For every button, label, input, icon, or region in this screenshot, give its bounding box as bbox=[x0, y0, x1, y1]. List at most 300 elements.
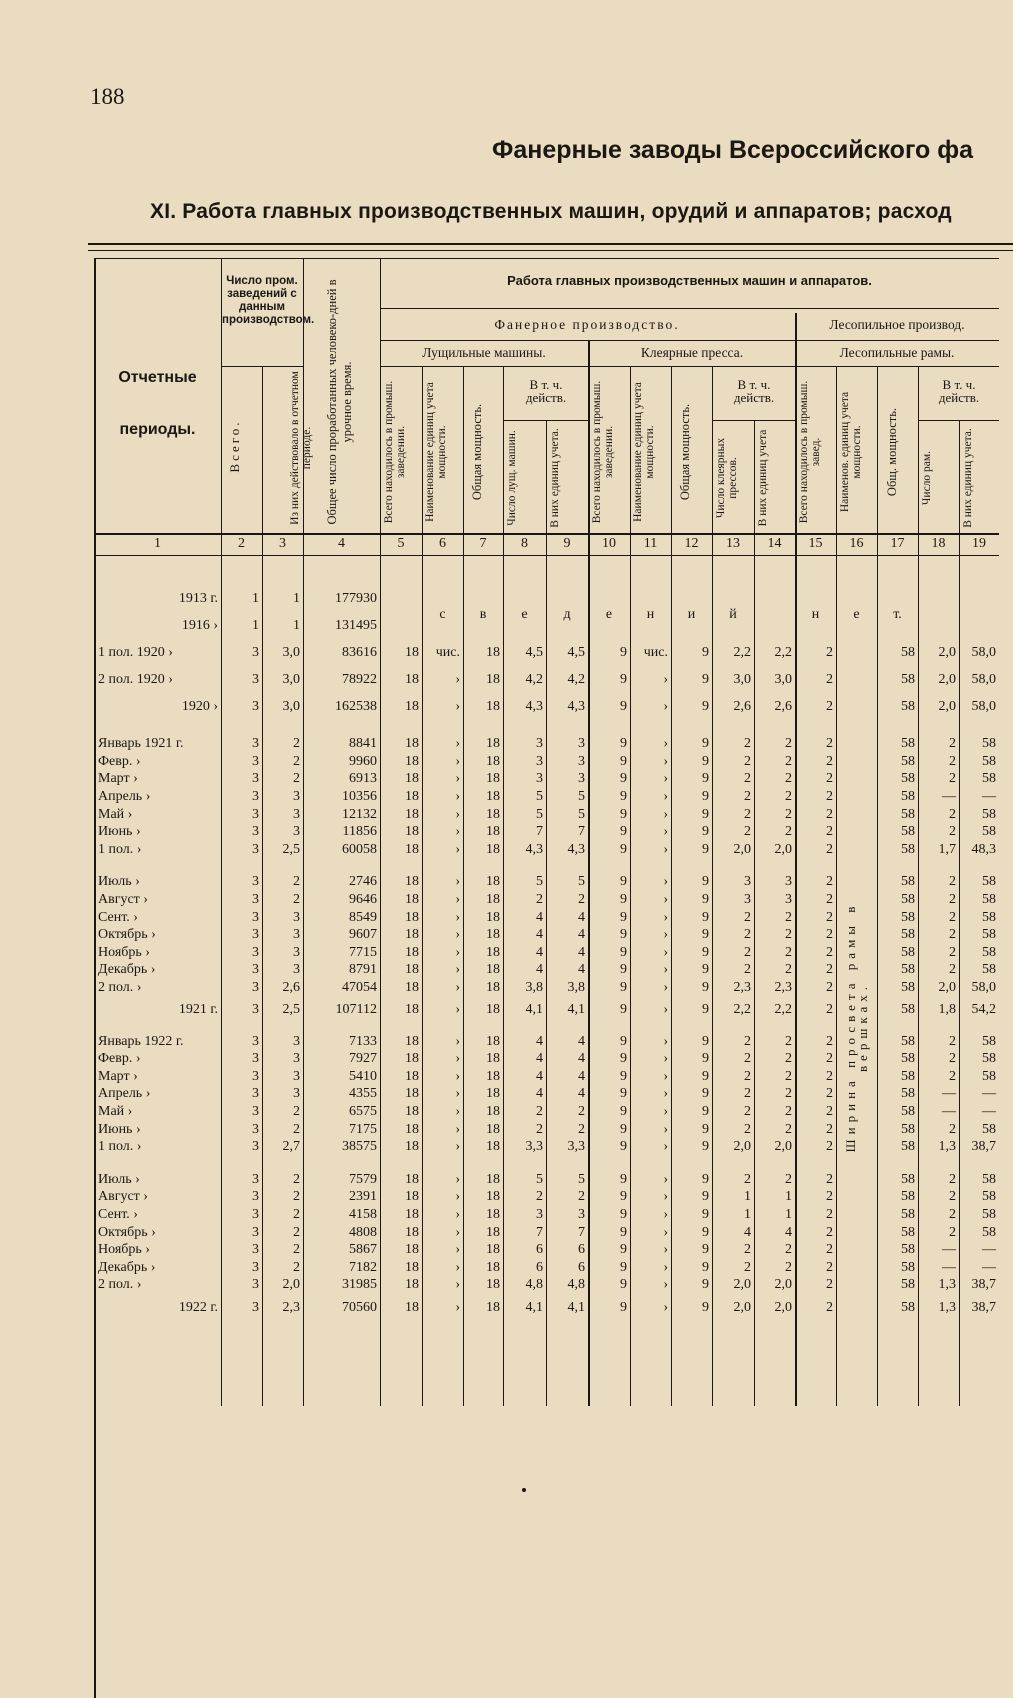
table-cell: — bbox=[942, 789, 956, 805]
table-row bbox=[94, 585, 999, 612]
table-cell: 9 bbox=[702, 1224, 709, 1240]
table-cell: 4,1 bbox=[525, 1299, 543, 1315]
table-cell: 2 bbox=[578, 892, 585, 908]
table-cell: 4 bbox=[578, 962, 585, 978]
table-cell: 5867 bbox=[349, 1242, 377, 1258]
table-cell: 58 bbox=[901, 944, 915, 960]
table-cell: 18 bbox=[486, 1189, 500, 1205]
table-cell: 2 bbox=[293, 771, 300, 787]
table-row bbox=[94, 1050, 999, 1068]
column-number: 11 bbox=[643, 536, 658, 551]
header-total: Всего. bbox=[227, 419, 242, 473]
top-rule bbox=[88, 243, 1013, 245]
table-cell bbox=[463, 1155, 503, 1170]
table-cell: — bbox=[982, 1103, 996, 1119]
table-cell: 5 bbox=[536, 1171, 543, 1187]
note-letter: с bbox=[439, 607, 446, 622]
table-cell bbox=[918, 1155, 959, 1170]
table-cell: 58 bbox=[901, 1139, 915, 1155]
table-cell: 1 bbox=[744, 1206, 751, 1222]
table-cell: 48,3 bbox=[971, 841, 996, 857]
period-label bbox=[94, 1023, 221, 1032]
table-cell bbox=[836, 805, 877, 823]
table-cell: 2 bbox=[785, 1103, 792, 1119]
table-cell: 4,2 bbox=[567, 672, 585, 687]
table-cell: 6 bbox=[536, 1259, 543, 1275]
table-cell: 2 bbox=[744, 824, 751, 840]
table-cell: 8549 bbox=[349, 909, 377, 925]
table-cell bbox=[836, 735, 877, 753]
table-cell: 9 bbox=[620, 1206, 627, 1222]
table-cell: › bbox=[663, 1033, 668, 1049]
table-cell: 2 bbox=[744, 1033, 751, 1049]
table-cell: 4 bbox=[536, 1051, 543, 1067]
table-cell: › bbox=[455, 1051, 460, 1067]
period-label: Август › bbox=[98, 1189, 148, 1205]
table-cell: 2 bbox=[536, 892, 543, 908]
table-cell: 9 bbox=[702, 1002, 709, 1018]
table-cell: 18 bbox=[405, 892, 419, 908]
table-cell: 9 bbox=[620, 672, 627, 687]
table-cell: 4 bbox=[536, 1086, 543, 1102]
table-cell: 9 bbox=[702, 1277, 709, 1293]
table-cell: 4 bbox=[536, 1033, 543, 1049]
table-cell: 2 bbox=[293, 1189, 300, 1205]
table-cell: › bbox=[455, 672, 460, 687]
table-cell: › bbox=[663, 944, 668, 960]
table-cell: › bbox=[455, 1068, 460, 1084]
table-cell bbox=[630, 585, 671, 612]
table-cell: › bbox=[663, 1051, 668, 1067]
header-col17: Общ. мощность. bbox=[885, 407, 899, 497]
table-cell: 2 bbox=[826, 1033, 833, 1049]
table-cell bbox=[836, 858, 877, 873]
column-number: 18 bbox=[931, 536, 946, 551]
table-cell: 2 bbox=[826, 1171, 833, 1187]
table-cell: 3 bbox=[293, 1051, 300, 1067]
table-cell bbox=[463, 858, 503, 873]
table-cell: 2,3 bbox=[733, 980, 751, 996]
table-cell: — bbox=[942, 1086, 956, 1102]
table-cell: 3 bbox=[252, 672, 259, 687]
table-cell: 3 bbox=[252, 824, 259, 840]
table-cell: 7175 bbox=[349, 1121, 377, 1137]
table-cell: 2 bbox=[826, 1206, 833, 1222]
table-cell: 58 bbox=[982, 753, 996, 769]
header-incl-active: В т. ч. действ. bbox=[525, 377, 567, 405]
table-cell: 9 bbox=[620, 980, 627, 996]
table-cell: 2746 bbox=[349, 874, 377, 890]
table-cell: 2 bbox=[785, 1259, 792, 1275]
table-cell: 3,3 bbox=[525, 1139, 543, 1155]
header-col13: Число клеярных прессов. bbox=[715, 437, 739, 519]
period-label: 1 пол. 1920 › bbox=[98, 645, 173, 660]
table-cell bbox=[836, 873, 877, 891]
table-cell: 4 bbox=[744, 1224, 751, 1240]
table-cell: 7 bbox=[578, 824, 585, 840]
header-periods: Отчетные периоды. bbox=[118, 369, 197, 438]
table-cell: 2 bbox=[744, 1259, 751, 1275]
table-cell bbox=[959, 585, 999, 612]
table-cell: 4,1 bbox=[567, 1002, 585, 1018]
table-cell: 58 bbox=[982, 1206, 996, 1222]
period-label: 1913 г. bbox=[178, 591, 218, 606]
table-cell: 2 bbox=[785, 1086, 792, 1102]
table-cell: 9 bbox=[702, 1051, 709, 1067]
header-col18: Число рам. bbox=[921, 450, 933, 506]
table-cell: 58 bbox=[901, 1033, 915, 1049]
table-cell: › bbox=[455, 1086, 460, 1102]
table-cell: 58 bbox=[982, 874, 996, 890]
table-cell: 2,3 bbox=[282, 1299, 300, 1315]
table-cell: 9 bbox=[702, 1171, 709, 1187]
table-cell: 70560 bbox=[342, 1299, 377, 1315]
page-title: Фанерные заводы Всероссийского фа bbox=[492, 136, 974, 164]
table-cell: 58 bbox=[901, 1086, 915, 1102]
table-cell: 2 bbox=[826, 1002, 833, 1018]
table-cell: 3 bbox=[252, 1224, 259, 1240]
table-cell bbox=[630, 1023, 671, 1032]
table-cell bbox=[877, 858, 918, 873]
table-cell: 18 bbox=[486, 909, 500, 925]
table-cell: 18 bbox=[405, 699, 419, 714]
table-cell bbox=[380, 858, 422, 873]
table-cell: 5 bbox=[578, 874, 585, 890]
table-cell bbox=[503, 612, 546, 639]
table-cell bbox=[836, 926, 877, 944]
table-cell bbox=[836, 612, 877, 639]
table-cell: 2 bbox=[744, 909, 751, 925]
table-cell: 3 bbox=[252, 806, 259, 822]
table-cell: 9 bbox=[620, 962, 627, 978]
table-cell: 3,3 bbox=[567, 1139, 585, 1155]
table-cell: 9 bbox=[620, 1139, 627, 1155]
table-cell: 58 bbox=[901, 874, 915, 890]
table-cell: 9 bbox=[702, 927, 709, 943]
table-cell: 2 bbox=[536, 1189, 543, 1205]
header-sawmill-prod: Лесопильное производ. bbox=[829, 317, 965, 332]
table-cell: › bbox=[455, 699, 460, 714]
table-cell: 3 bbox=[578, 736, 585, 752]
table-cell: 2,0 bbox=[774, 1299, 792, 1315]
table-cell: 2 bbox=[744, 1051, 751, 1067]
table-cell bbox=[754, 1155, 795, 1170]
table-cell: 2 bbox=[826, 841, 833, 857]
table-cell: 177930 bbox=[335, 591, 377, 606]
table-cell: 6575 bbox=[349, 1103, 377, 1119]
table-cell: 47054 bbox=[342, 980, 377, 996]
table-cell: 2 bbox=[293, 874, 300, 890]
table-cell bbox=[836, 891, 877, 909]
table-cell: 9 bbox=[702, 962, 709, 978]
table-cell bbox=[836, 908, 877, 926]
table-cell: 3 bbox=[744, 892, 751, 908]
table-cell: 18 bbox=[486, 1103, 500, 1119]
table-cell: 9 bbox=[620, 1068, 627, 1084]
table-cell: 9 bbox=[620, 1171, 627, 1187]
table-cell: 3 bbox=[252, 645, 259, 660]
period-label: Март › bbox=[98, 1068, 138, 1084]
table-cell: 9 bbox=[702, 909, 709, 925]
table-cell: 2 bbox=[293, 1103, 300, 1119]
page-mark bbox=[522, 1488, 526, 1492]
table-cell: 2 bbox=[536, 1103, 543, 1119]
table-cell: 2,0 bbox=[733, 841, 751, 857]
table-cell: 2 bbox=[785, 736, 792, 752]
table-cell bbox=[221, 1023, 262, 1032]
table-cell: 1,8 bbox=[938, 1002, 956, 1018]
table-cell: 4,2 bbox=[525, 672, 543, 687]
table-cell: › bbox=[663, 1139, 668, 1155]
table-cell bbox=[422, 1023, 463, 1032]
table-cell: 3 bbox=[293, 789, 300, 805]
period-label: Май › bbox=[98, 806, 133, 822]
table-cell: › bbox=[663, 892, 668, 908]
table-cell: 9 bbox=[620, 645, 627, 660]
table-cell bbox=[836, 788, 877, 806]
period-label: 1 пол. › bbox=[98, 1139, 142, 1155]
table-cell: 4 bbox=[536, 927, 543, 943]
table-cell: 18 bbox=[486, 1139, 500, 1155]
table-cell: › bbox=[663, 874, 668, 890]
table-cell: 58 bbox=[982, 1068, 996, 1084]
table-cell: 9 bbox=[702, 841, 709, 857]
table-cell bbox=[503, 1155, 546, 1170]
period-label: Декабрь › bbox=[98, 1259, 156, 1275]
table-cell: 2 bbox=[949, 927, 956, 943]
table-cell: 5 bbox=[578, 1171, 585, 1187]
table-cell: › bbox=[455, 806, 460, 822]
hline bbox=[221, 366, 303, 367]
table-cell: › bbox=[455, 909, 460, 925]
table-row bbox=[94, 1294, 999, 1321]
table-cell: 18 bbox=[486, 699, 500, 714]
table-cell: 18 bbox=[486, 736, 500, 752]
table-cell bbox=[221, 1155, 262, 1170]
table-cell: 3 bbox=[252, 699, 259, 714]
table-cell: 2 bbox=[949, 753, 956, 769]
table-cell: 9 bbox=[702, 1139, 709, 1155]
table-cell: 2 bbox=[785, 1242, 792, 1258]
period-label: Июль › bbox=[98, 1171, 140, 1187]
table-cell: › bbox=[663, 1224, 668, 1240]
table-row bbox=[94, 1120, 999, 1138]
table-cell bbox=[836, 1068, 877, 1086]
table-cell: 2 bbox=[293, 753, 300, 769]
table-cell bbox=[877, 612, 918, 639]
table-row bbox=[94, 944, 999, 962]
note-letter: е bbox=[853, 607, 860, 622]
table-cell: 58 bbox=[901, 909, 915, 925]
table-cell: 3 bbox=[785, 874, 792, 890]
table-cell bbox=[463, 1023, 503, 1032]
table-row bbox=[94, 1206, 999, 1224]
table-cell: › bbox=[663, 672, 668, 687]
table-cell: 3 bbox=[293, 824, 300, 840]
table-cell: 6 bbox=[578, 1259, 585, 1275]
table-cell: 2 bbox=[826, 824, 833, 840]
table-cell: 2 bbox=[826, 874, 833, 890]
table-cell: 18 bbox=[405, 980, 419, 996]
table-cell bbox=[836, 1188, 877, 1206]
table-cell: 2,6 bbox=[282, 980, 300, 996]
table-cell: 4 bbox=[785, 1224, 792, 1240]
table-cell: 9 bbox=[620, 806, 627, 822]
period-label: Ноябрь › bbox=[98, 1242, 150, 1258]
period-label: 1922 г. bbox=[178, 1299, 218, 1315]
table-cell: 18 bbox=[405, 1189, 419, 1205]
table-cell: 18 bbox=[486, 1242, 500, 1258]
period-label: Март › bbox=[98, 771, 138, 787]
table-cell bbox=[546, 720, 588, 735]
table-cell: 9 bbox=[702, 980, 709, 996]
table-cell: 2 bbox=[744, 1103, 751, 1119]
table-cell: › bbox=[663, 806, 668, 822]
column-number: 10 bbox=[602, 536, 616, 551]
table-cell: 3 bbox=[252, 1206, 259, 1222]
table-cell bbox=[546, 1155, 588, 1170]
table-cell: 3,0 bbox=[282, 699, 300, 714]
table-cell: 58 bbox=[982, 1189, 996, 1205]
table-cell: 3 bbox=[252, 980, 259, 996]
table-cell: 7579 bbox=[349, 1171, 377, 1187]
table-row bbox=[94, 1241, 999, 1259]
table-cell: 3 bbox=[536, 1206, 543, 1222]
table-cell: 4 bbox=[578, 909, 585, 925]
table-cell: 2,0 bbox=[938, 645, 956, 660]
table-cell: 2 bbox=[293, 1206, 300, 1222]
table-cell: 5 bbox=[578, 806, 585, 822]
table-cell: 58 bbox=[982, 944, 996, 960]
table-cell: 2 bbox=[744, 753, 751, 769]
period-label: Октябрь › bbox=[98, 1224, 156, 1240]
table-cell: 107112 bbox=[335, 1002, 377, 1018]
column-number: 4 bbox=[338, 536, 345, 551]
table-cell: 58 bbox=[901, 927, 915, 943]
column-number: 17 bbox=[890, 536, 905, 551]
table-cell: 60058 bbox=[342, 841, 377, 857]
table-cell: 58 bbox=[901, 1103, 915, 1119]
period-label: Сент. › bbox=[98, 1206, 138, 1222]
table-cell: 2 bbox=[826, 1242, 833, 1258]
table-cell: 2,0 bbox=[733, 1299, 751, 1315]
table-cell: 3 bbox=[293, 1086, 300, 1102]
table-cell: 9 bbox=[620, 1121, 627, 1137]
table-cell: › bbox=[455, 1277, 460, 1293]
table-cell bbox=[795, 585, 836, 612]
table-cell: 2 bbox=[826, 789, 833, 805]
table-cell bbox=[630, 1155, 671, 1170]
header-incl-active-2: В т. ч. действ. bbox=[733, 377, 775, 405]
table-cell bbox=[836, 996, 877, 1023]
table-cell: 18 bbox=[486, 1224, 500, 1240]
table-cell: 10356 bbox=[342, 789, 377, 805]
note-letter: т. bbox=[893, 607, 902, 622]
table-cell bbox=[588, 612, 630, 639]
table-cell: 4 bbox=[536, 944, 543, 960]
table-cell: 78922 bbox=[342, 672, 377, 687]
table-cell: 18 bbox=[486, 672, 500, 687]
table-cell: 9 bbox=[620, 1002, 627, 1018]
column-number: 15 bbox=[808, 536, 823, 551]
table-cell: 3 bbox=[293, 1033, 300, 1049]
header-col14: В них единиц учета bbox=[757, 429, 769, 527]
table-cell: — bbox=[942, 1259, 956, 1275]
table-cell: › bbox=[663, 1206, 668, 1222]
table-cell bbox=[546, 612, 588, 639]
table-cell: › bbox=[455, 927, 460, 943]
table-cell: 2 bbox=[949, 1206, 956, 1222]
table-cell: 2391 bbox=[349, 1189, 377, 1205]
table-cell: 3 bbox=[252, 753, 259, 769]
page-number: 188 bbox=[90, 84, 125, 109]
table-cell: 58 bbox=[901, 1002, 915, 1018]
table-cell bbox=[836, 1294, 877, 1321]
table-cell: › bbox=[663, 1171, 668, 1187]
table-cell bbox=[712, 858, 754, 873]
table-cell bbox=[588, 720, 630, 735]
colnum-bottom-rule bbox=[94, 555, 999, 556]
table-cell: 2,2 bbox=[733, 645, 751, 660]
table-cell: 9607 bbox=[349, 927, 377, 943]
table-cell bbox=[221, 858, 262, 873]
period-label: Декабрь › bbox=[98, 962, 156, 978]
period-label: 1921 г. bbox=[178, 1002, 218, 1018]
table-cell bbox=[836, 944, 877, 962]
table-cell: 18 bbox=[405, 1139, 419, 1155]
table-cell bbox=[380, 612, 422, 639]
table-cell: 54,2 bbox=[971, 1002, 996, 1018]
table-cell: 18 bbox=[405, 645, 419, 660]
table-cell bbox=[836, 1258, 877, 1276]
table-cell bbox=[503, 585, 546, 612]
period-label: Апрель › bbox=[98, 789, 151, 805]
table-cell: › bbox=[455, 841, 460, 857]
table-cell: 9 bbox=[620, 1033, 627, 1049]
table-cell: 9 bbox=[702, 771, 709, 787]
table-cell: 58 bbox=[982, 1121, 996, 1137]
table-cell: 58 bbox=[982, 892, 996, 908]
table-cell: 18 bbox=[405, 944, 419, 960]
table-cell: 7 bbox=[578, 1224, 585, 1240]
table-cell: 18 bbox=[486, 789, 500, 805]
table-cell: 58 bbox=[901, 962, 915, 978]
table-cell: 9 bbox=[620, 1103, 627, 1119]
header-active: Из них действовало в отчетном периоде. bbox=[289, 371, 313, 525]
table-cell: 3 bbox=[252, 1086, 259, 1102]
table-cell: 9 bbox=[702, 944, 709, 960]
table-cell: 2 bbox=[826, 1224, 833, 1240]
table-cell: 6913 bbox=[349, 771, 377, 787]
table-cell: 4,8 bbox=[567, 1277, 585, 1293]
table-cell: 9 bbox=[620, 1189, 627, 1205]
table-cell: 18 bbox=[486, 1051, 500, 1067]
table-cell: 5410 bbox=[349, 1068, 377, 1084]
table-cell: 2 bbox=[949, 1121, 956, 1137]
table-cell: 2 bbox=[949, 909, 956, 925]
table-cell: 2 bbox=[826, 1299, 833, 1315]
table-row bbox=[94, 612, 999, 639]
table-cell: 58 bbox=[901, 806, 915, 822]
header-col15: Всего находилось в промыш. завед. bbox=[798, 380, 822, 524]
table-cell: 1 bbox=[785, 1206, 792, 1222]
table-cell: 9 bbox=[702, 1068, 709, 1084]
header-col8: Число лущ. машин. bbox=[506, 430, 518, 526]
column-number: 8 bbox=[521, 536, 528, 551]
table-cell: 9 bbox=[702, 753, 709, 769]
table-cell bbox=[918, 612, 959, 639]
table-cell: 3 bbox=[252, 789, 259, 805]
